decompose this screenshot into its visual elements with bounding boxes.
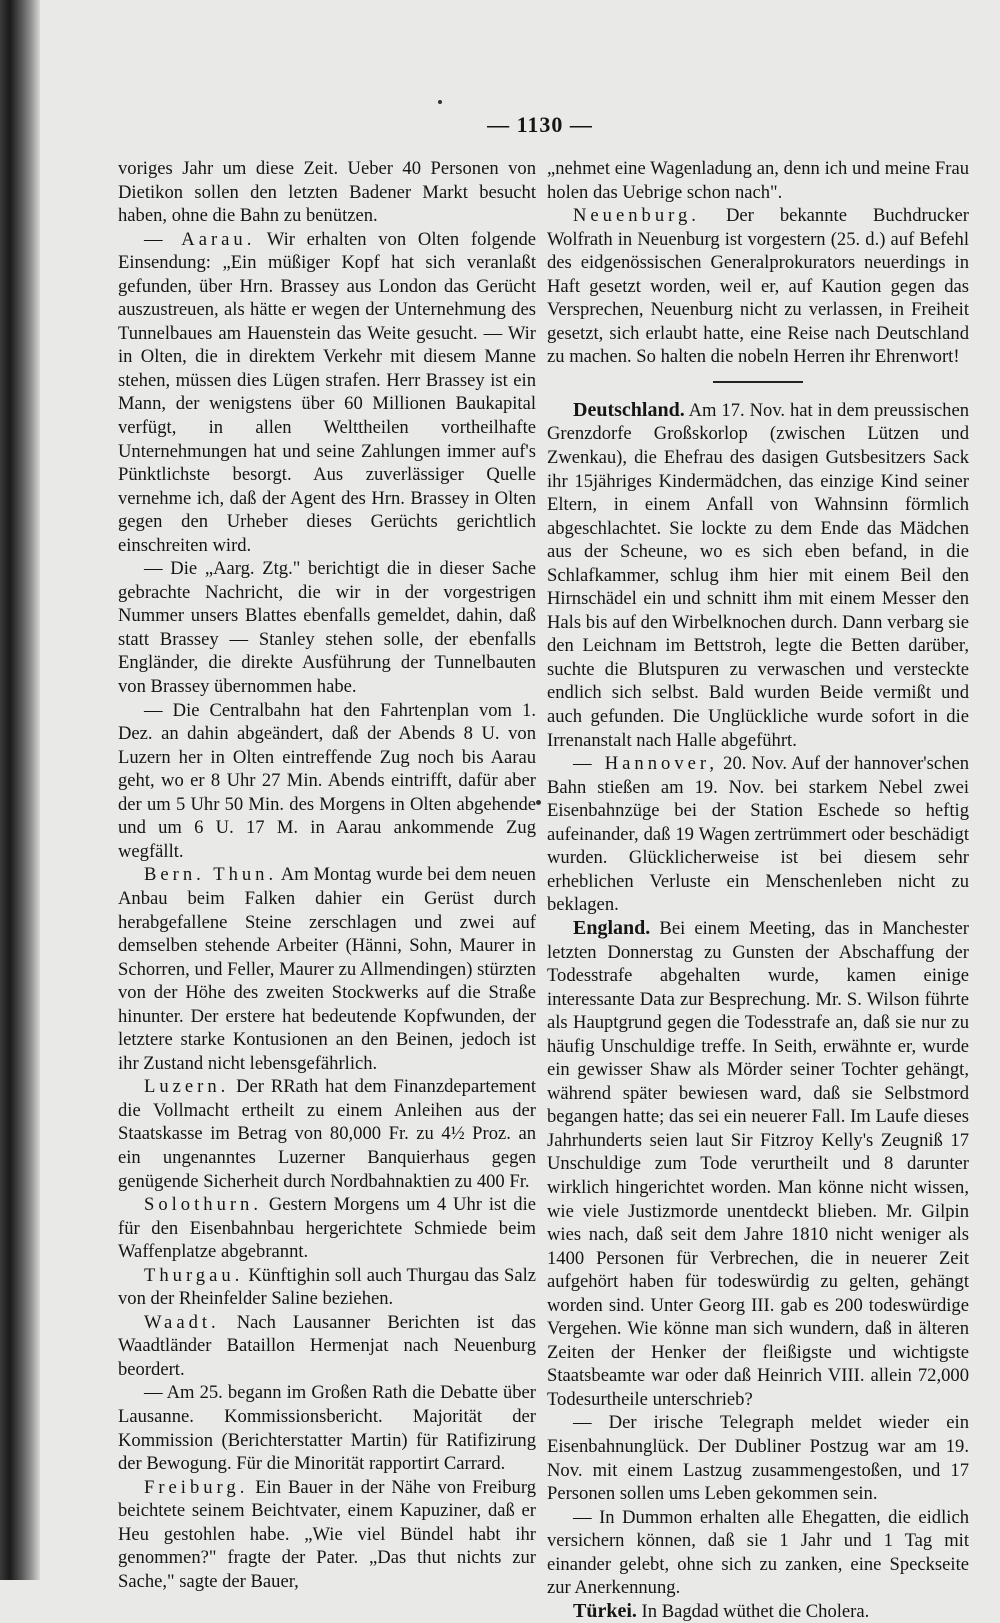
- place-dateline: — Aarau.: [144, 228, 256, 250]
- paragraph-text: „nehmet eine Wagenladung an, denn ich und meine Frau holen das Uebrige schon nach".: [547, 158, 969, 203]
- article-paragraph: [547, 752, 969, 917]
- place-dateline: Luzern.: [144, 1076, 230, 1098]
- article-paragraph: [118, 1075, 536, 1193]
- paragraph-text: — Die „Aarg. Ztg." berichtigt die in dieser Sache gebrachte Nachricht, die wir in der vorgestrigen Nummer unsers Blattes ebenfalls gemeldet, dahin, daß statt Brassey — Stanley stehen solle, der ebenfalls Engländer, die direkte Ausführung der Tunnelbauten von Brassey übernommen habe.: [118, 558, 536, 698]
- paragraph-text: Der bekannte Buchdrucker Wolfrath in Neuenburg ist vorgestern (25. d.) auf Befehl des eidgenössischen Generalprokurators neuerdings in Haft gesetzt worden, weil er, auf Kaution gegen das Versprechen, Neuenburg nicht zu verlassen, in Freiheit gesetzt, sich erlaubt hatte, eine Reise nach Deutschland zu machen. So halten die nobeln Herren ihr Ehrenwort!: [547, 205, 969, 368]
- article-paragraph: [118, 1311, 536, 1382]
- place-dateline: Thurgau.: [144, 1264, 244, 1286]
- paragraph-text: Am 17. Nov. hat in dem preussischen Grenzdorfe Großskorlop (zwischen Lützen und Zwenkau), die Ehefrau des dasigen Gutsbesitzers Sack ihr 15jähriges Kindermädchen, das einzige Kind seiner Eltern, in einem Anfall von Wahnsinn förmlich abgeschlachtet. Sie lockte zu dem Ende das Mädchen aus der Scheune, wo es sich eben befand, in die Schlafkammer, schlug ihm hier mit einem Beil den Hirnschädel ein und schnitt ihm mit einem Messer den Hals bis auf den Wirbelknochen durch. Dann verbarg sie den Leichnam im Bettstroh, legte die Betten darüber, suchte die Blutspuren zu verwaschen und versteckte endlich sich selbst. Bald wurden Beide vermißt und auch gefunden. Die Unglückliche wurde sofort in die Irrenanstalt nach Halle abgeführt.: [547, 399, 969, 751]
- paragraph-text: Der RRath hat dem Finanzdepartement die Vollmacht ertheilt zu einem Anleihen aus der Staatskasse im Betrag von 80,000 Fr. zu 4½ Proz. an ein ungenanntes Luzerner Banquierhaus gegen genügende Sicherheit durch Nordbahnaktien zu 400 Fr.: [118, 1076, 536, 1192]
- country-heading: Deutschland.: [573, 398, 685, 421]
- place-dateline: Freiburg.: [144, 1476, 249, 1498]
- paragraph-text: Künftighin soll auch Thurgau das Salz von der Rheinfelder Saline beziehen.: [118, 1264, 536, 1310]
- place-dateline: Bern. Thun.: [144, 864, 278, 886]
- place-dateline: Neuenburg.: [573, 205, 700, 227]
- print-speck: [438, 100, 442, 104]
- article-paragraph: [118, 1476, 536, 1594]
- left-column: [118, 157, 536, 1593]
- article-paragraph: [118, 1264, 536, 1311]
- paragraph-text: Gestern Morgens um 4 Uhr ist die für den Eisenbahnbau hergerichtete Schmiede beim Waffenplatze abgebrannt.: [118, 1194, 536, 1263]
- country-heading: Türkei.: [573, 1599, 637, 1622]
- paragraph-text: Nach Lausanner Berichten ist das Waadtländer Bataillon Hermenjat nach Neuenburg beordert.: [118, 1311, 536, 1380]
- paragraph-text: Am Montag wurde bei dem neuen Anbau beim Falken dahier ein Gerüst durch herabgefallene Steine zerschlagen und zwei auf demselben stehende Arbeiter (Hänni, Sohn, Maurer in Schorren, und Feller, Maurer zu Allmendingen) stürzten von der Höhe des zweiten Stockwerks auf die Straße hinunter. Der erstere hat bedeutende Kopfwunden, der letztere starke Kontusionen an den Beinen, jedoch ist ihr Zustand nicht lebensgefährlich.: [118, 864, 536, 1074]
- article-paragraph: [547, 157, 969, 204]
- paragraph-text: voriges Jahr um diese Zeit. Ueber 40 Personen von Dietikon sollen den letzten Badener Markt besucht haben, ohne die Bahn zu benützen.: [118, 158, 536, 227]
- article-paragraph: [118, 557, 536, 698]
- article-paragraph: [118, 157, 536, 228]
- place-dateline: — Hannover,: [573, 753, 718, 775]
- article-paragraph: [547, 1506, 969, 1600]
- section-divider: [713, 381, 803, 383]
- article-paragraph: [547, 399, 969, 752]
- paragraph-text: In Bagdad wüthet die Cholera.: [636, 1600, 870, 1622]
- paragraph-text: 20. Nov. Auf der hannover'schen Bahn stießen am 19. Nov. bei starkem Nebel zwei Eisenbahnzüge bei der Station Eschede so heftig aufeinander, daß 19 Wagen zertrümmert oder beschädigt wurden. Glücklicherweise ist bei diesem sehr erheblichen Verluste ein Menschenleben nicht zu beklagen.: [547, 753, 969, 916]
- right-column: [547, 157, 969, 1623]
- paragraph-text: — In Dummon erhalten alle Ehegatten, die eidlich versichern können, daß sie 1 Jahr und 1 Tag mit einander gelebt, ohne sich zu zanken, eine Speckseite zur Anerkennung.: [547, 1506, 969, 1599]
- place-dateline: Waadt.: [144, 1311, 220, 1333]
- book-binding-edge: [0, 0, 40, 1580]
- article-paragraph: [547, 917, 969, 1411]
- print-speck: [536, 800, 541, 805]
- paragraph-text: — Der irische Telegraph meldet wieder ein Eisenbahnunglück. Der Dubliner Postzug war am 19. Nov. mit einem Lastzug zusammengestoßen, und 17 Personen sollen ums Leben gekommen sein.: [547, 1412, 969, 1505]
- article-paragraph: [118, 1193, 536, 1264]
- paragraph-text: Ein Bauer in der Nähe von Freiburg beichtete seinem Beichtvater, einem Kapuziner, daß er Heu gestohlen habe. „Wie viel Bündel habt ihr genommen?" fragte der Pater. „Das thut nichts zur Sache," sagte der Bauer,: [118, 1476, 536, 1592]
- right-column-top: [547, 157, 969, 369]
- article-paragraph: [118, 863, 536, 1075]
- paragraph-text: Bei einem Meeting, das in Manchester letzten Donnerstag zu Gunsten der Abschaffung der Todesstrafe abgehalten wurde, kamen einige interessante Data zur Besprechung. Mr. S. Wilson führte als Hauptgrund gegen die Todesstrafe an, daß sie nur zu häufig Unschuldige treffe. In Seith, erwähnte er, wurde ein gewisser Shaw als Mörder seiner Tochter gehängt, während später bewiesen ward, daß sie Selbstmord begangen hatte; das sei ein neuerer Fall. Im Laufe dieses Jahrhunderts seien laut Sir Fitzroy Kelly's Zeugniß 17 Unschuldige zum Tode verurtheilt und 8 darunter wirklich hingerichtet worden. Man könne nicht wissen, wie viele Justizmorde unentdeckt blieben. Mr. Gilpin wies nach, daß seit dem Jahre 1810 nicht weniger als 1400 Personen für Verbrechen, die in neuerer Zeit aufgehört haben für todeswürdig zu gelten, gehängt worden sind. Unter Georg III. gab es 200 todeswürdige Vergehen. Wie könne man sich wundern, daß in älteren Zeiten der Henker der fleißigste und wichtigste Staatsbeamte war oder daß Heinrich VIII. allein 72,000 Todesurtheile unterschrieb?: [547, 917, 969, 1410]
- article-paragraph: [118, 228, 536, 558]
- paragraph-text: — Die Centralbahn hat den Fahrtenplan vom 1. Dez. an dahin abgeändert, daß der Abends 8 U. von Luzern her in Olten eintreffende Zug noch bis Aarau geht, wo er 8 Uhr 27 Min. Abends eintrifft, dafür aber der um 5 Uhr 50 Min. des Morgens in Olten abgehende und um 6 U. 17 M. in Aarau ankommende Zug wegfällt.: [118, 699, 536, 862]
- page-number: — 1130 —: [487, 112, 593, 137]
- article-paragraph: [118, 699, 536, 864]
- paragraph-text: Wir erhalten von Olten folgende Einsendung: „Ein müßiger Kopf hat sich veranlaßt gefunden, über Hrn. Brassey aus London das Gerücht auszustreuen, als hätte er wegen der Unternehmung des Tunnelbaues am Hauenstein das Weite gesucht. — Wir in Olten, die in direktem Verkehr mit diesem Manne stehen, müssen dies Lügen strafen. Herr Brassey ist ein Mann, der wenigstens über 60 Millionen Baukapital verfügt, in allen Welttheilen vortheilhafte Unternehmungen hat und seine Zahlungen immer auf's Pünktlichste besorgt. Aus zuverlässiger Quelle vernehme ich, daß der Agent des Hrn. Brassey in Olten gegen den Urheber dieses Gerüchts gerichtlich einschreiten wird.: [118, 228, 536, 556]
- article-paragraph: [547, 1411, 969, 1505]
- article-paragraph: [547, 204, 969, 369]
- article-paragraph: [118, 1381, 536, 1475]
- paragraph-text: — Am 25. begann im Großen Rath die Debatte über Lausanne. Kommissionsbericht. Majorität der Kommission (Berichterstatter Martin) für Ratifizirung der Bewogung. Für die Minorität rapportirt Carrard.: [118, 1382, 536, 1475]
- country-heading: England.: [573, 916, 651, 939]
- right-column-bottom: [547, 399, 969, 1623]
- article-paragraph: [547, 1600, 969, 1623]
- place-dateline: Solothurn.: [144, 1194, 262, 1216]
